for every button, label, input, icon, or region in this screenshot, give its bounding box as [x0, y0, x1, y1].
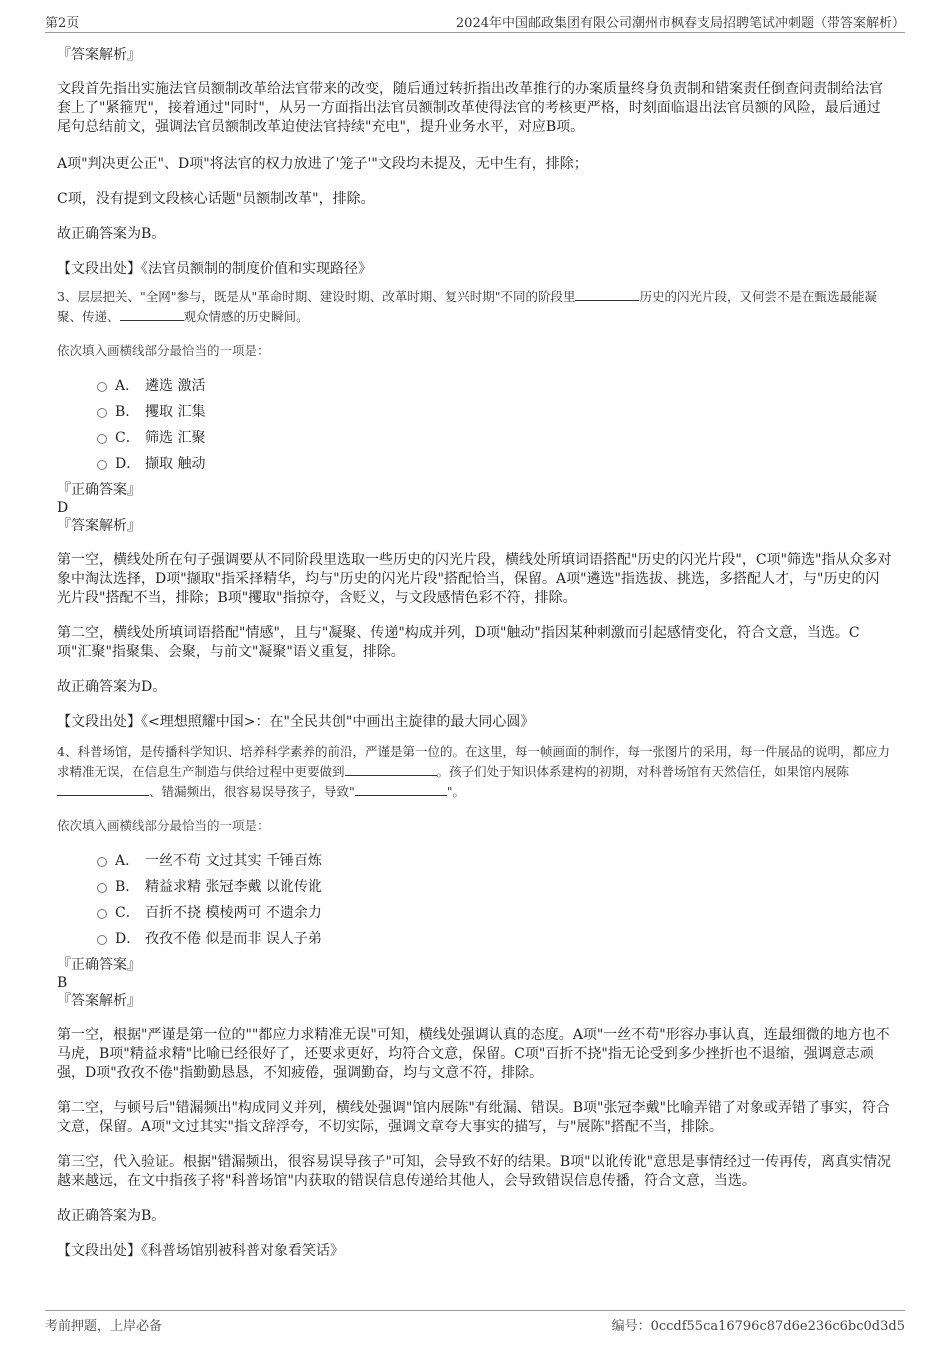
fill-blank — [57, 783, 149, 796]
analysis-label: 『答案解析』 — [57, 993, 141, 1009]
question-stem — [57, 742, 893, 802]
analysis-paragraph: 文段首先指出实施法官员额制改革给法官带来的改变，随后通过转折指出改革推行的办案质量终身负责制和错案责任倒查问责制给法官套上了"紧箍咒"，接着通过"同时"，从另一方面指出法官员额制改革使得法官的考核更严格，时刻面临退出法官员额的风险，最后通过尾句总结前文，强调法官员额制改革迫使法官持续"充电"，提升业务水平，对应B项。 — [57, 81, 883, 135]
option-d[interactable]: D． 孜孜不倦 似是而非 误人子弟 — [97, 926, 893, 952]
radio-icon[interactable] — [97, 434, 107, 444]
radio-icon[interactable] — [97, 909, 107, 919]
analysis-paragraph: 第一空，根据"严谨是第一位的""都应力求精准无误"可知，横线处强调认真的态度。A项"一丝不苟"形容办事认真，连最细微的地方也不马虎，B项"精益求精"比喻已经很好了，还要求更好，均符合文意，保留。C项"百折不挠"指无论受到多少挫折也不退缩，强调意志顽强，D项"孜孜不倦"指勤勤恳恳，不知疲倦，强调勤奋，均与文意不符，排除。 — [57, 1027, 890, 1081]
stem-text: 、错漏频出，很容易误导孩子，导致" — [149, 784, 355, 799]
stem-text: "。 — [446, 784, 466, 799]
document-body — [57, 44, 893, 1261]
fill-blank — [355, 783, 447, 796]
fill-blank — [345, 763, 437, 776]
document-title: 2024年中国邮政集团有限公司潮州市枫春支局招聘笔试冲刺题（带答案解析） — [455, 16, 905, 31]
document-code: 编号：0ccdf55ca16796c87d6e236c6bc0d3d5 — [611, 1319, 905, 1334]
correct-answer: B — [57, 975, 68, 991]
stem-text: 4、科普场馆，是传播科学知识、培养科学素养的前沿，严谨是第一位的。在这里，每一帧画面的制作，每一张图片的采用，每一件展品的说明，都应力求精准无误，在信息生产制造与供给过程中更要做到 — [57, 744, 890, 779]
correct-answer-label: 『正确答案』 — [57, 482, 141, 498]
radio-icon[interactable] — [97, 857, 107, 867]
option-d[interactable]: D． 撷取 触动 — [97, 451, 893, 477]
stem-text: 。孩子们处于知识体系建构的初期，对科普场馆有天然信任，如果馆内展陈 — [436, 764, 850, 779]
analysis-label: 『答案解析』 — [57, 518, 141, 534]
radio-icon[interactable] — [97, 935, 107, 945]
source-citation: 【文段出处】《科普场馆别被科普对象看笑话》 — [57, 1243, 344, 1259]
analysis-paragraph: A项"判决更公正"、D项"将法官的权力放进了'笼子'"文段均未提及，无中生有，排除； — [57, 156, 588, 172]
page-header — [45, 10, 905, 33]
option-b[interactable]: B． 攫取 汇集 — [97, 399, 893, 425]
option-list — [57, 373, 893, 477]
analysis-paragraph: 第三空，代入验证。根据"错漏频出，很容易误导孩子"可知，会导致不好的结果。B项"以讹传讹"意思是事情经过一传再传，离真实情况越来越远，在文中指孩子将"科普场馆"内获取的错误信息传递给其他人，会导致错误信息传播，符合文意，当选。 — [57, 1154, 892, 1189]
analysis-label: 『答案解析』 — [57, 47, 141, 63]
option-b[interactable]: B． 精益求精 张冠李戴 以讹传讹 — [97, 874, 893, 900]
fill-blank — [120, 308, 184, 321]
conclusion: 故正确答案为B。 — [57, 1208, 166, 1224]
analysis-paragraph: C项，没有提到文段核心话题"员额制改革"，排除。 — [57, 191, 375, 207]
radio-icon[interactable] — [97, 382, 107, 392]
stem-text: 观众情感的历史瞬间。 — [183, 309, 309, 324]
question-instruction: 依次填入画横线部分最恰当的一项是： — [57, 818, 270, 833]
page-number: 第2页 — [45, 16, 80, 31]
analysis-paragraph: 第一空，横线处所在句子强调要从不同阶段里选取一些历史的闪光片段，横线处所填词语搭配"历史的闪光片段"，C项"筛选"指从众多对象中淘汰选择，D项"撷取"指采择精华，均与"历史的闪光片段"搭配恰当，保留。A项"遴选"指选拔、挑选，多搭配人才，与"历史的闪光片段"搭配不当，排除；B项"攫取"指掠夺，含贬义，与文段感情色彩不符，排除。 — [57, 552, 892, 606]
option-c[interactable]: C． 筛选 汇聚 — [97, 425, 893, 451]
option-a[interactable]: A． 一丝不苟 文过其实 千锤百炼 — [97, 848, 893, 874]
option-a[interactable]: A． 遴选 激活 — [97, 373, 893, 399]
conclusion: 故正确答案为B。 — [57, 226, 166, 242]
stem-text: 3、层层把关、"全网"参与，既是从"革命时期、建设时期、改革时期、复兴时期"不同的阶段里 — [57, 289, 576, 304]
correct-answer-label: 『正确答案』 — [57, 957, 141, 973]
analysis-paragraph: 第二空，与顿号后"错漏频出"构成同义并列，横线处强调"馆内展陈"有纰漏、错误。B项"张冠李戴"比喻弄错了对象或弄错了事实，符合文意，保留。A项"文过其实"指文辞浮夸，不切实际，强调文章夸大事实的描写，与"展陈"搭配不当，排除。 — [57, 1100, 890, 1135]
stem-text: 历史的闪光片段，又何尝不是在甄选最能凝聚、传递、 — [57, 289, 877, 324]
question-stem — [57, 287, 893, 327]
footer-slogan: 考前押题，上岸必备 — [45, 1319, 163, 1334]
radio-icon[interactable] — [97, 408, 107, 418]
fill-blank — [575, 288, 639, 301]
correct-answer: D — [57, 500, 69, 516]
page-footer — [45, 1310, 905, 1334]
question-instruction: 依次填入画横线部分最恰当的一项是： — [57, 343, 270, 358]
option-list — [57, 848, 893, 952]
analysis-paragraph: 第二空，横线处所填词语搭配"情感"，且与"凝聚、传递"构成并列，D项"触动"指因某种刺激而引起感情变化，符合文意，当选。C项"汇聚"指聚集、会聚，与前文"凝聚"语义重复，排除。 — [57, 625, 860, 660]
radio-icon[interactable] — [97, 883, 107, 893]
conclusion: 故正确答案为D。 — [57, 679, 167, 695]
radio-icon[interactable] — [97, 460, 107, 470]
source-citation: 【文段出处】《<理想照耀中国>：在"全民共创"中画出主旋律的最大同心圆》 — [57, 714, 535, 730]
option-c[interactable]: C． 百折不挠 模棱两可 不遗余力 — [97, 900, 893, 926]
source-citation: 【文段出处】《法官员额制的制度价值和实现路径》 — [57, 261, 372, 277]
